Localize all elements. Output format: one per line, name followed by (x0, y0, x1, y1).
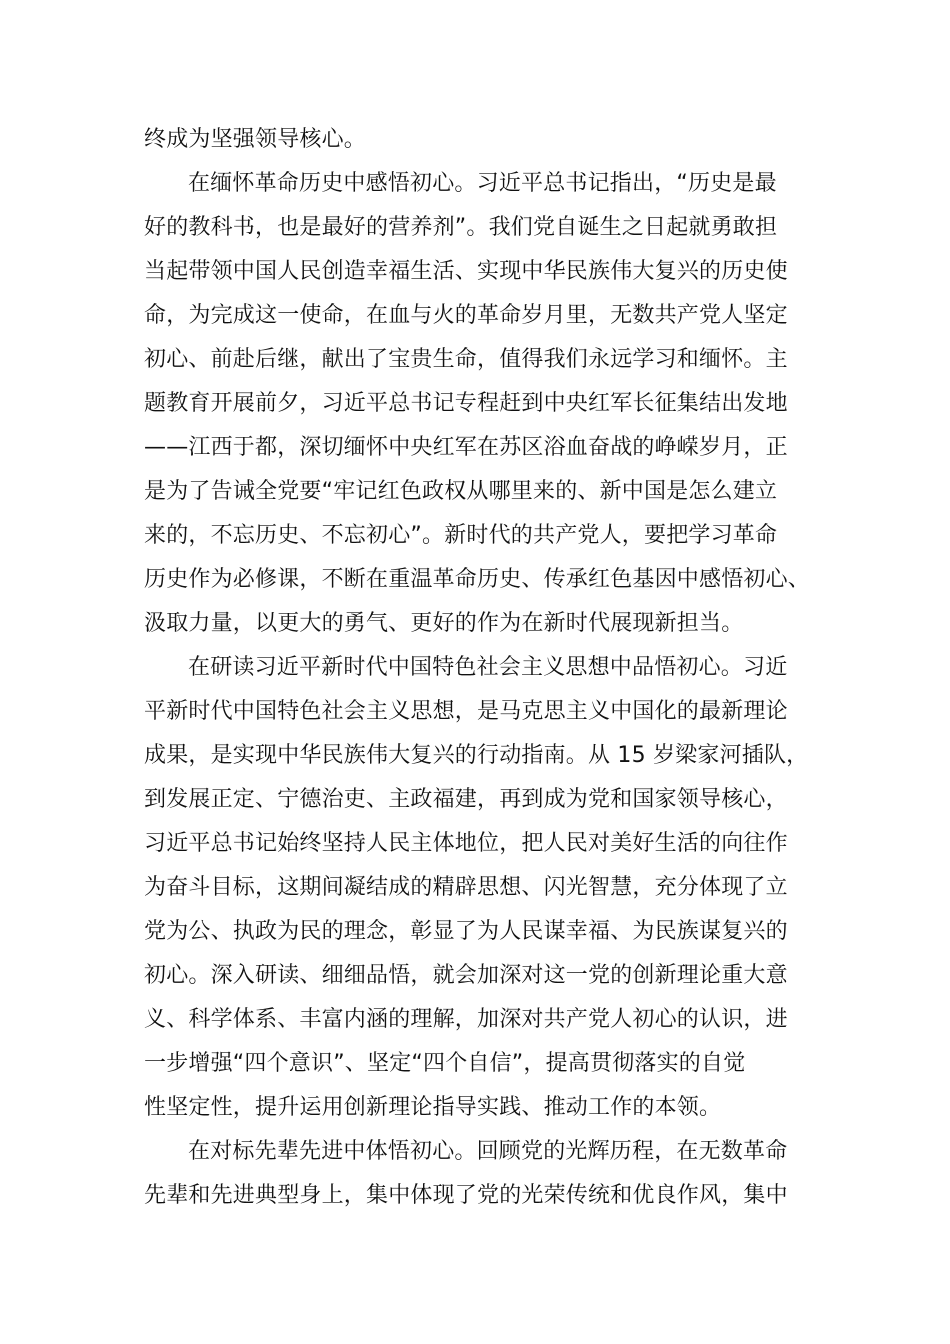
text-line: 终成为坚强领导核心。 (144, 127, 367, 152)
text-line: 到发展正定、宁德治吏、主政福建，再到成为党和国家领导核心， (144, 787, 788, 812)
text-line: 好的教科书，也是最好的营养剂”。我们党自诞生之日起就勇敢担 (144, 215, 778, 240)
paragraph-first-line: 在研读习近平新时代中国特色社会主义思想中品悟初心。习近 (188, 655, 788, 680)
text-line: 成果，是实现中华民族伟大复兴的行动指南。从 15 岁梁家河插队， (144, 743, 809, 768)
text-line: 平新时代中国特色社会主义思想，是马克思主义中国化的最新理论 (144, 699, 788, 724)
text-line: 当起带领中国人民创造幸福生活、实现中华民族伟大复兴的历史使 (144, 259, 788, 284)
text-line: 义、科学体系、丰富内涵的理解，加深对共产党人初心的认识，进 (144, 1007, 788, 1032)
text-line: 党为公、执政为民的理念，彰显了为人民谋幸福、为民族谋复兴的 (144, 919, 788, 944)
text-line: 习近平总书记始终坚持人民主体地位，把人民对美好生活的向往作 (144, 831, 788, 856)
text-line: 先辈和先进典型身上，集中体现了党的光荣传统和优良作风，集中 (144, 1183, 788, 1208)
paragraph-first-line: 在对标先辈先进中体悟初心。回顾党的光辉历程，在无数革命 (188, 1139, 788, 1164)
text-line: 命，为完成这一使命，在血与火的革命岁月里，无数共产党人坚定 (144, 303, 788, 328)
text-line: 为奋斗目标，这期间凝结成的精辟思想、闪光智慧，充分体现了立 (144, 875, 788, 900)
text-line: 汲取力量，以更大的勇气、更好的作为在新时代展现新担当。 (144, 611, 744, 636)
text-line: 性坚定性，提升运用创新理论指导实践、推动工作的本领。 (144, 1095, 722, 1120)
text-line: 初心。深入研读、细细品悟，就会加深对这一党的创新理论重大意 (144, 963, 788, 988)
text-line: 是为了告诫全党要“牢记红色政权从哪里来的、新中国是怎么建立 (144, 479, 778, 504)
text-line: 历史作为必修课，不断在重温革命历史、传承红色基因中感悟初心、 (144, 567, 811, 592)
text-line: 来的，不忘历史、不忘初心”。新时代的共产党人，要把学习革命 (144, 523, 778, 548)
paragraph-first-line: 在缅怀革命历史中感悟初心。习近平总书记指出，“历史是最 (188, 171, 777, 196)
text-line: ——江西于都，深切缅怀中央红军在苏区浴血奋战的峥嵘岁月，正 (144, 435, 788, 460)
text-line: 题教育开展前夕，习近平总书记专程赶到中央红军长征集结出发地 (144, 391, 788, 416)
text-line: 一步增强“四个意识”、坚定“四个自信”，提高贯彻落实的自觉 (144, 1051, 746, 1076)
text-line: 初心、前赴后继，献出了宝贵生命，值得我们永远学习和缅怀。主 (144, 347, 788, 372)
